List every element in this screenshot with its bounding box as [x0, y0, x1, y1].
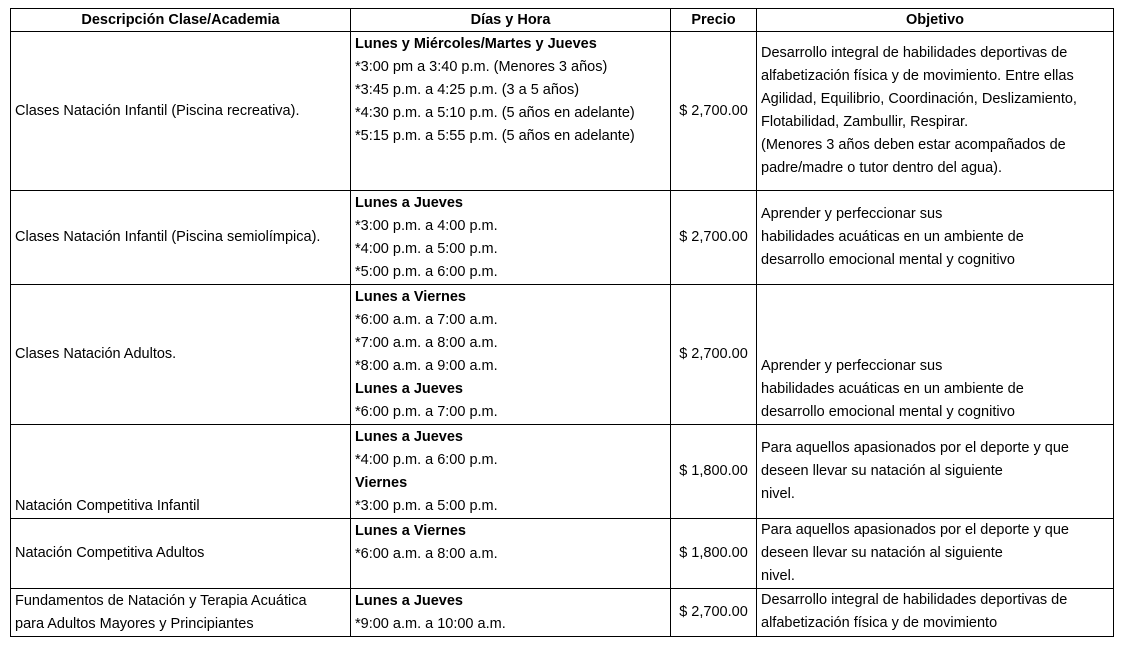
table-row [11, 519, 1114, 589]
objective-cell [757, 32, 1114, 191]
schedule-days-label: Lunes a Viernes [355, 289, 466, 305]
description-cell [11, 285, 351, 425]
schedule-time-slot: *7:00 a.m. a 8:00 a.m. [355, 335, 498, 351]
schedule-time-slot: *8:00 a.m. a 9:00 a.m. [355, 358, 498, 374]
objective-cell [757, 191, 1114, 285]
objective-line: deseen llevar su natación al siguiente [761, 463, 1003, 479]
objective-line: desarrollo emocional mental y cognitivo [761, 404, 1015, 420]
objective-line: nivel. [761, 568, 795, 584]
table-row [11, 32, 1114, 191]
schedule-time-slot: *4:00 p.m. a 5:00 p.m. [355, 241, 498, 257]
description-cell [11, 191, 351, 285]
header-row [11, 9, 1114, 32]
schedule-cell [351, 285, 671, 425]
objective-cell [757, 519, 1114, 589]
objective-line: alfabetización física y de movimiento [761, 615, 998, 631]
price-cell: $ 2,700.00 [671, 32, 757, 191]
objective-cell [757, 285, 1114, 425]
objective-line: Aprender y perfeccionar sus [761, 358, 943, 374]
schedule-days-label: Viernes [355, 475, 408, 491]
description-line: Clases Natación Adultos. [15, 346, 177, 362]
description-line: Fundamentos de Natación y Terapia Acuática [15, 592, 307, 609]
objective-cell [757, 589, 1114, 637]
price-cell: $ 2,700.00 [671, 285, 757, 425]
price-cell: $ 2,700.00 [671, 589, 757, 637]
schedule-time-slot: *4:30 p.m. a 5:10 p.m. (5 años en adelante) [355, 105, 635, 121]
schedule-time-slot: *3:00 pm a 3:40 p.m. (Menores 3 años) [355, 59, 608, 75]
price-cell: $ 1,800.00 [671, 425, 757, 519]
schedule-time-slot: *6:00 a.m. a 8:00 a.m. [355, 546, 498, 562]
schedule-time-slot: *6:00 p.m. a 7:00 p.m. [355, 404, 498, 420]
schedule-days-label: Lunes y Miércoles/Martes y Jueves [355, 36, 597, 52]
description-line: Natación Competitiva Adultos [15, 545, 205, 561]
schedule-days-label: Lunes a Jueves [355, 593, 463, 609]
schedule-days-label: Lunes a Jueves [355, 381, 463, 397]
objective-line: deseen llevar su natación al siguiente [761, 545, 1003, 561]
objective-line: habilidades acuáticas en un ambiente de [761, 229, 1024, 245]
table-row [11, 589, 1114, 637]
description-line: Natación Competitiva Infantil [15, 498, 200, 514]
objective-line: habilidades acuáticas en un ambiente de [761, 381, 1024, 397]
table-row [11, 425, 1114, 519]
table-row [11, 285, 1114, 425]
objective-line: Desarrollo integral de habilidades deportivas de [761, 592, 1068, 608]
objective-line: Para aquellos apasionados por el deporte y que [761, 522, 1069, 538]
description-line: Clases Natación Infantil (Piscina recreativa). [15, 102, 300, 119]
objective-line: Agilidad, Equilibrio, Coordinación, Deslizamiento, [761, 91, 1077, 107]
header-objective: Objetivo [757, 9, 1114, 32]
description-line: para Adultos Mayores y Principiantes [15, 615, 254, 632]
description-cell [11, 589, 351, 637]
schedule-cell [351, 425, 671, 519]
schedule-time-slot: *6:00 a.m. a 7:00 a.m. [355, 312, 498, 328]
header-price: Precio [671, 9, 757, 32]
schedule-time-slot: *4:00 p.m. a 6:00 p.m. [355, 452, 498, 468]
objective-cell [757, 425, 1114, 519]
description-cell [11, 32, 351, 191]
schedule-time-slot: *5:00 p.m. a 6:00 p.m. [355, 264, 498, 280]
schedule-cell [351, 191, 671, 285]
schedule-cell [351, 519, 671, 589]
header-description: Descripción Clase/Academia [11, 9, 351, 32]
header-schedule: Días y Hora [351, 9, 671, 32]
schedule-days-label: Lunes a Jueves [355, 195, 463, 211]
price-cell: $ 1,800.00 [671, 519, 757, 589]
objective-line: Aprender y perfeccionar sus [761, 206, 943, 222]
description-line: Clases Natación Infantil (Piscina semiolímpica). [15, 229, 321, 245]
schedule-time-slot: *5:15 p.m. a 5:55 p.m. (5 años en adelante) [355, 128, 635, 144]
table-row [11, 191, 1114, 285]
schedule-cell [351, 589, 671, 637]
schedule-days-label: Lunes a Viernes [355, 523, 466, 539]
schedule-time-slot: *3:00 p.m. a 5:00 p.m. [355, 498, 498, 514]
schedule-cell [351, 32, 671, 191]
objective-line: Desarrollo integral de habilidades deportivas de [761, 45, 1068, 61]
objective-line: (Menores 3 años deben estar acompañados de [761, 137, 1066, 153]
objective-line: Flotabilidad, Zambullir, Respirar. [761, 114, 969, 130]
schedule-time-slot: *3:00 p.m. a 4:00 p.m. [355, 218, 498, 234]
description-cell [11, 519, 351, 589]
objective-line: padre/madre o tutor dentro del agua). [761, 160, 1003, 176]
schedule-time-slot: *3:45 p.m. a 4:25 p.m. (3 a 5 años) [355, 82, 580, 98]
objective-line: desarrollo emocional mental y cognitivo [761, 252, 1015, 268]
description-cell [11, 425, 351, 519]
price-cell: $ 2,700.00 [671, 191, 757, 285]
objective-line: alfabetización física y de movimiento. Entre ellas [761, 68, 1074, 84]
classes-table [10, 8, 1114, 637]
objective-line: nivel. [761, 486, 795, 502]
objective-line: Para aquellos apasionados por el deporte y que [761, 440, 1069, 456]
schedule-days-label: Lunes a Jueves [355, 429, 463, 445]
schedule-time-slot: *9:00 a.m. a 10:00 a.m. [355, 616, 506, 632]
